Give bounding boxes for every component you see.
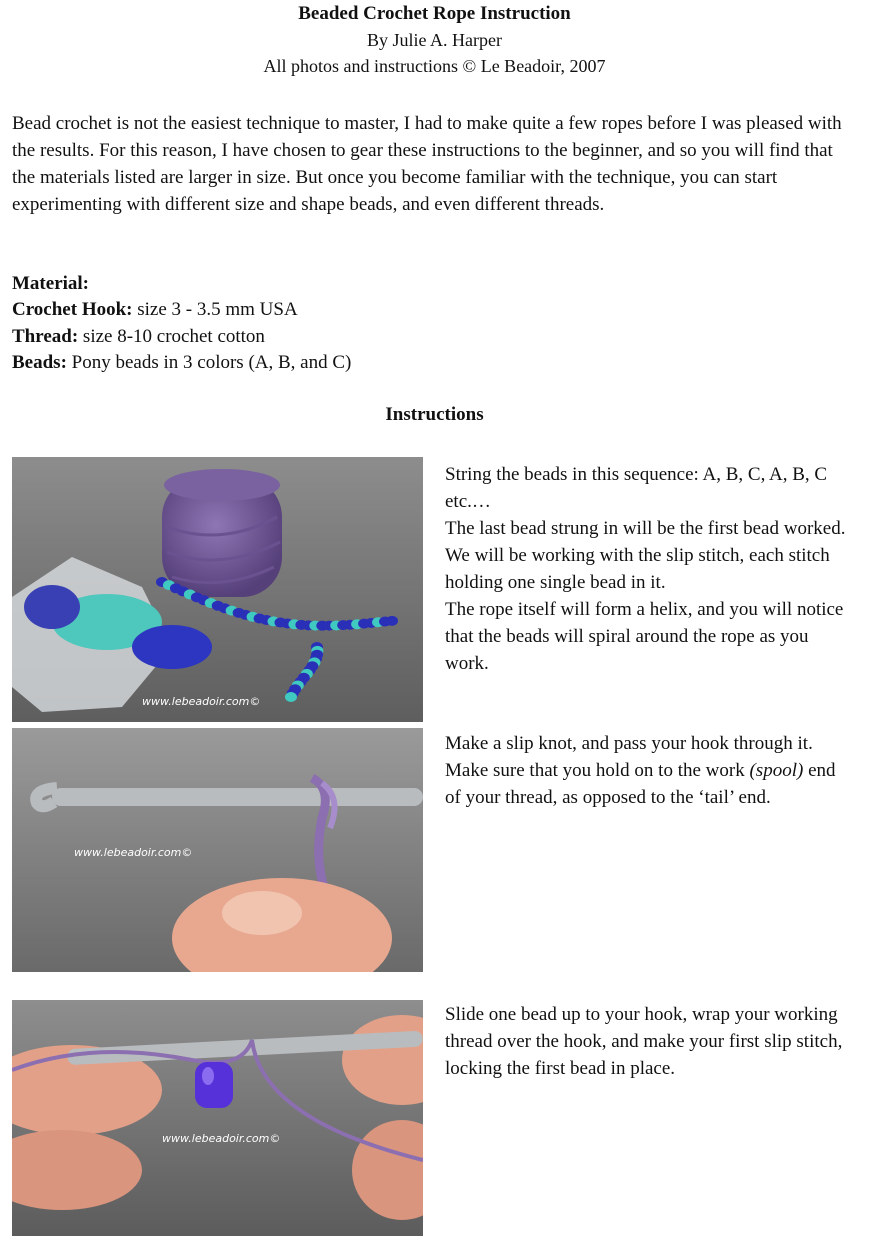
step-1-text bbox=[445, 461, 855, 677]
author-byline: By Julie A. Harper bbox=[367, 30, 502, 50]
material-label: Beads: bbox=[12, 352, 67, 373]
intro-paragraph: Bead crochet is not the easiest technique to master, I had to make quite a few ropes before I was pleased with the results. For this reason, I have chosen to gear these instructions to the beginner, and so you will find that the materials listed are larger in size. But once you become familiar with the technique, you can start experimenting with different size and shape beads, and even different threads. bbox=[12, 113, 842, 215]
svg-text:www.lebeadoir.com©: www.lebeadoir.com© bbox=[162, 1132, 281, 1145]
step-paragraph: The last bead strung in will be the first bead worked. We will be working with the slip stitch, each stitch holding one single bead in it. bbox=[445, 518, 846, 593]
material-value: size 3 - 3.5 mm USA bbox=[132, 299, 298, 320]
material-label: Thread: bbox=[12, 326, 79, 347]
step-paragraph: The rope itself will form a helix, and you will notice that the beads will spiral around the rope as you work. bbox=[445, 599, 844, 674]
materials-heading: Material: bbox=[12, 273, 90, 294]
copyright-notice: All photos and instructions © Le Beadoir, 2007 bbox=[263, 56, 606, 76]
material-thread bbox=[12, 326, 265, 348]
photo-slip-knot bbox=[12, 728, 423, 972]
material-value: Pony beads in 3 colors (A, B, and C) bbox=[66, 352, 352, 373]
svg-text:www.lebeadoir.com©: www.lebeadoir.com© bbox=[74, 846, 193, 859]
material-crochet-hook bbox=[12, 299, 298, 321]
material-label: Crochet Hook: bbox=[12, 299, 133, 320]
step-paragraph: String the beads in this sequence: A, B, C, A, B, C etc.… bbox=[445, 464, 828, 512]
photo-beads-and-thread bbox=[12, 457, 423, 722]
material-beads bbox=[12, 352, 351, 374]
step-paragraph: Make a slip knot, and pass your hook through it. bbox=[445, 733, 813, 754]
step-paragraph: Slide one bead up to your hook, wrap your working thread over the hook, and make your first slip stitch, locking the first bead in place. bbox=[445, 1004, 843, 1079]
photo-first-slip-stitch bbox=[12, 1000, 423, 1236]
instructions-heading: Instructions bbox=[385, 404, 484, 425]
step-2-text bbox=[445, 730, 855, 811]
document-title: Beaded Crochet Rope Instruction bbox=[298, 3, 571, 24]
step-3-text bbox=[445, 1001, 855, 1082]
material-value: size 8-10 crochet cotton bbox=[78, 326, 265, 347]
svg-text:www.lebeadoir.com©: www.lebeadoir.com© bbox=[142, 695, 261, 708]
step-paragraph: Make sure that you hold on to the work (spool) end of your thread, as opposed to the ‘tail’ end. bbox=[445, 760, 836, 808]
